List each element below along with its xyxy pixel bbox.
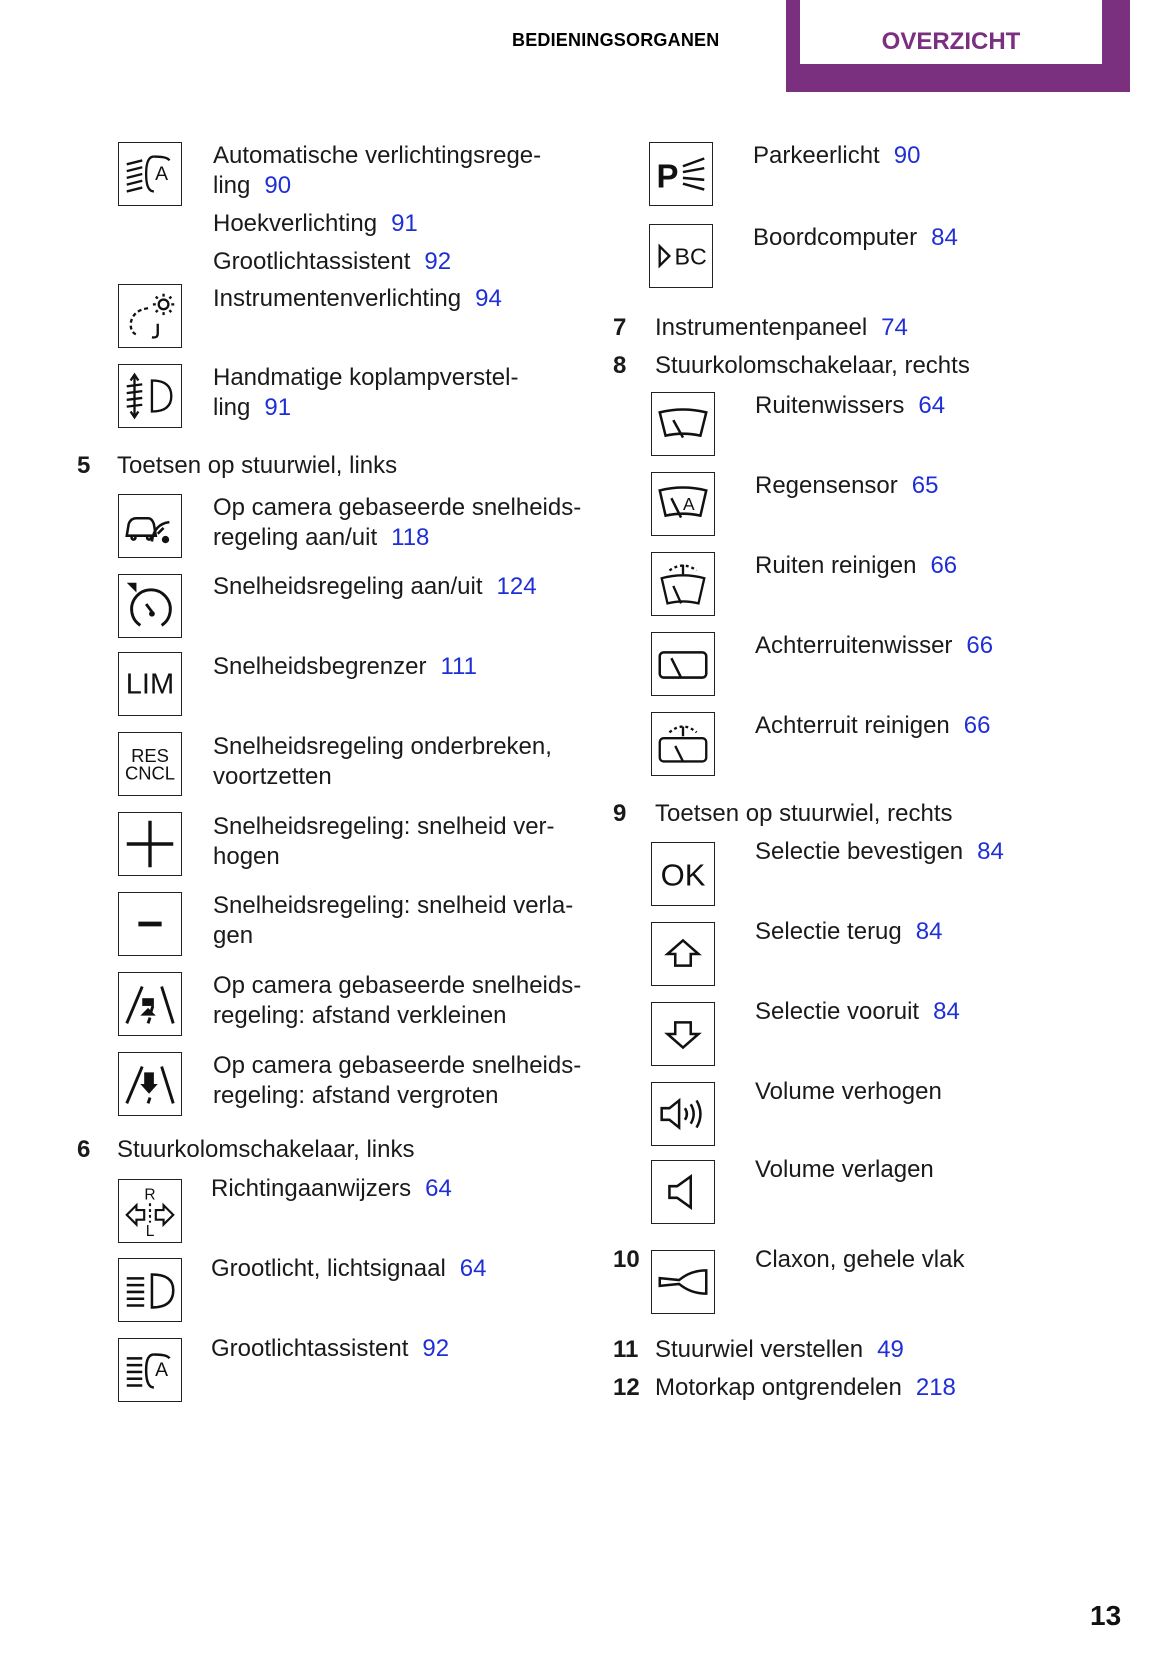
res-cncl-icon-text-1: RES [131, 745, 169, 767]
turn-signal-icon-l: L [145, 1223, 155, 1241]
highbeam-assist-label: Grootlichtassistent 92 [213, 248, 452, 275]
instrument-light-label: Instrumentenverlichting 94 [213, 285, 502, 312]
high-beam-icon[interactable] [118, 1258, 182, 1322]
headlamp-adjust-label-2: ling 91 [213, 394, 292, 421]
back-arrow-icon[interactable] [651, 922, 715, 986]
forward-arrow-icon[interactable] [651, 1002, 715, 1066]
high-beam-ref[interactable]: 64 [459, 1255, 487, 1282]
ok-button-icon-text: OK [660, 857, 706, 893]
high-beam-label: Grootlicht, lichtsignaal 64 [211, 1255, 487, 1282]
section6-title: Stuurkolomschakelaar, links [117, 1136, 415, 1163]
speed-limiter-label: Snelheidsbegrenzer 111 [213, 653, 477, 680]
wash-label: Ruiten reinigen 66 [755, 552, 958, 579]
volume-down-label: Volume verlagen [755, 1156, 934, 1183]
camera-cruise-label-2: regeling aan/uit 118 [213, 524, 430, 551]
wiper-icon[interactable] [651, 392, 715, 456]
svg-text:A: A [683, 493, 695, 514]
speed-limiter-ref[interactable]: 111 [440, 653, 477, 680]
cruise-onoff-icon[interactable] [118, 574, 182, 638]
distance-increase-icon[interactable] [118, 1052, 182, 1116]
section7-title: Instrumentenpaneel 74 [655, 314, 908, 341]
section-heading: BEDIENINGSORGANEN [512, 30, 720, 50]
rear-wiper-icon[interactable] [651, 632, 715, 696]
svg-text:A: A [155, 162, 169, 185]
speed-down-label-1: Snelheidsregeling: snelheid verla- [213, 892, 574, 919]
wash-icon[interactable] [651, 552, 715, 616]
camera-cruise-ref[interactable]: 118 [391, 524, 430, 551]
cruise-onoff-label: Snelheidsregeling aan/uit 124 [213, 573, 537, 600]
item-number-6: 6 [77, 1136, 91, 1163]
rain-sensor-label: Regensensor 65 [755, 472, 939, 499]
section12-title: Motorkap ontgrendelen 218 [655, 1374, 956, 1401]
item-number-11: 11 [613, 1336, 639, 1363]
ok-ref[interactable]: 84 [977, 838, 1004, 865]
auto-light-icon [118, 142, 182, 206]
board-computer-ref[interactable]: 84 [931, 224, 958, 251]
highbeam-assist-ref[interactable]: 92 [424, 248, 452, 275]
instrument-light-ref[interactable]: 94 [475, 285, 502, 312]
item-number-8: 8 [613, 352, 627, 379]
section8-title: Stuurkolomschakelaar, rechts [655, 352, 970, 379]
board-computer-icon-text: BC [674, 243, 707, 270]
distance-decrease-label-2: regeling: afstand verkleinen [213, 1002, 507, 1029]
item-number-9: 9 [613, 800, 627, 827]
wiper-label: Ruitenwissers 64 [755, 392, 946, 419]
horn-label: Claxon, gehele vlak [755, 1246, 965, 1273]
distance-decrease-label-1: Op camera gebaseerde snelheids- [213, 972, 582, 999]
wash-ref[interactable]: 66 [930, 552, 958, 579]
rear-wiper-label: Achterruitenwisser 66 [755, 632, 994, 659]
res-cncl-label-2: voortzetten [213, 763, 332, 790]
camera-cruise-label-1: Op camera gebaseerde snelheids- [213, 494, 582, 521]
chapter-tab-label: OVERZICHT [881, 28, 1021, 55]
section11-title: Stuurwiel verstellen 49 [655, 1336, 904, 1363]
board-computer-icon[interactable] [649, 224, 713, 288]
high-beam-assist-icon[interactable] [118, 1338, 182, 1402]
turn-signal-icon-r: R [144, 1186, 156, 1204]
headlamp-adjust-label-1: Handmatige koplampverstel- [213, 364, 519, 391]
auto-light-ref[interactable]: 90 [264, 172, 292, 199]
camera-cruise-icon[interactable] [118, 494, 182, 558]
auto-light-label-1: Automatische verlichtingsrege- [213, 142, 542, 169]
headlamp-adjust-icon [118, 364, 182, 428]
distance-increase-label-1: Op camera gebaseerde snelheids- [213, 1052, 582, 1079]
item-number-7: 7 [613, 314, 627, 341]
item-number-10: 10 [613, 1246, 640, 1273]
svg-text:P: P [656, 157, 679, 195]
back-ref[interactable]: 84 [915, 918, 943, 945]
volume-up-label: Volume verhogen [755, 1078, 942, 1105]
svg-text:A: A [155, 1358, 169, 1381]
high-beam-assist-label: Grootlichtassistent 92 [211, 1335, 450, 1362]
rain-sensor-ref[interactable]: 65 [911, 472, 939, 499]
plus-icon[interactable] [118, 812, 182, 876]
parking-light-icon [649, 142, 713, 206]
wiper-ref[interactable]: 64 [918, 392, 946, 419]
forward-label: Selectie vooruit 84 [755, 998, 960, 1025]
section9-title: Toetsen op stuurwiel, rechts [655, 800, 953, 827]
rear-wash-ref[interactable]: 66 [963, 712, 991, 739]
rear-wash-label: Achterruit reinigen 66 [755, 712, 991, 739]
auto-light-label-2: ling 90 [213, 172, 292, 199]
rain-sensor-icon[interactable] [651, 472, 715, 536]
forward-ref[interactable]: 84 [933, 998, 960, 1025]
speed-down-label-2: gen [213, 922, 254, 949]
section11-ref[interactable]: 49 [877, 1336, 904, 1363]
horn-icon[interactable] [651, 1250, 715, 1314]
volume-up-icon[interactable] [651, 1082, 715, 1146]
minus-icon[interactable] [118, 892, 182, 956]
res-cncl-icon-text-2: CNCL [124, 762, 176, 784]
volume-down-icon[interactable] [651, 1160, 715, 1224]
ok-label: Selectie bevestigen 84 [755, 838, 1004, 865]
parking-light-ref[interactable]: 90 [893, 142, 921, 169]
distance-decrease-icon[interactable] [118, 972, 182, 1036]
speed-up-label-1: Snelheidsregeling: snelheid ver- [213, 813, 555, 840]
ok-button-icon[interactable] [651, 842, 715, 906]
high-beam-assist-ref[interactable]: 92 [422, 1335, 450, 1362]
item-number-12: 12 [613, 1374, 640, 1401]
headlamp-adjust-ref[interactable]: 91 [264, 394, 292, 421]
section5-title: Toetsen op stuurwiel, links [117, 452, 398, 479]
speed-limiter-icon-text: LIM [125, 668, 175, 701]
chapter-tab[interactable] [786, 0, 1130, 92]
instrument-light-icon [118, 284, 182, 348]
speed-up-label-2: hogen [213, 843, 280, 870]
back-label: Selectie terug 84 [755, 918, 943, 945]
speed-limiter-icon[interactable] [118, 652, 182, 716]
turn-signal-ref[interactable]: 64 [425, 1175, 452, 1202]
section12-ref[interactable]: 218 [915, 1374, 956, 1401]
item-number-5: 5 [77, 452, 91, 479]
distance-increase-label-2: regeling: afstand vergroten [213, 1082, 499, 1109]
turn-signal-icon[interactable] [118, 1179, 182, 1243]
rear-wiper-ref[interactable]: 66 [966, 632, 994, 659]
rear-wash-icon[interactable] [651, 712, 715, 776]
corner-light-label: Hoekverlichting 91 [213, 210, 418, 237]
cruise-onoff-ref[interactable]: 124 [496, 573, 537, 600]
board-computer-label: Boordcomputer 84 [753, 224, 958, 251]
page-number: 13 [1090, 1600, 1122, 1631]
section7-ref[interactable]: 74 [881, 314, 908, 341]
res-cncl-icon[interactable] [118, 732, 182, 796]
turn-signal-label: Richtingaanwijzers 64 [211, 1175, 452, 1202]
res-cncl-label-1: Snelheidsregeling onderbreken, [213, 733, 552, 760]
parking-light-label: Parkeerlicht 90 [753, 142, 921, 169]
corner-light-ref[interactable]: 91 [391, 210, 418, 237]
